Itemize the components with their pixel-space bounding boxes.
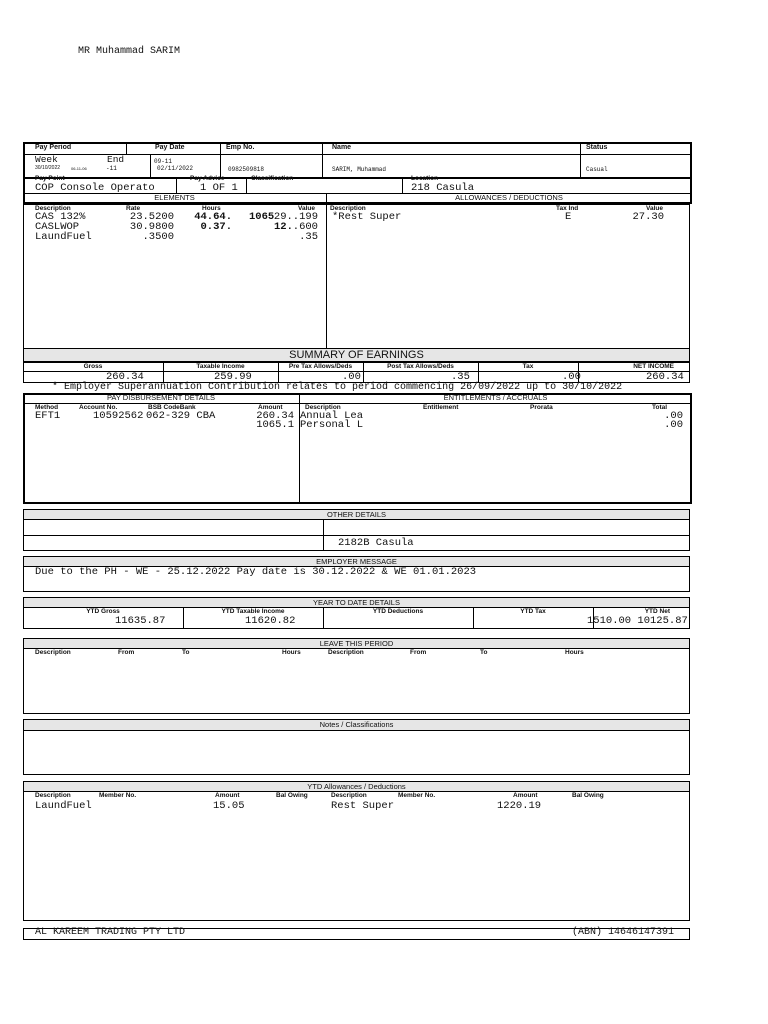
element-value-pre: 12. (274, 221, 293, 233)
summary-tax: .00 (562, 371, 581, 383)
employer-message-title: EMPLOYER MESSAGE (23, 556, 690, 567)
element-value-post: 29..199 (273, 211, 318, 223)
allowance-desc: *Rest Super (332, 211, 402, 223)
summary-net-income: 260.34 (646, 371, 684, 383)
summary-gross: 260.34 (106, 371, 144, 383)
ytd-title: YEAR TO DATE DETAILS (23, 597, 690, 608)
name-value: SARIM, Muhammad (332, 166, 387, 173)
pay-advice-value: 1 OF 1 (200, 182, 238, 194)
leave-col-hours: Hours (282, 649, 301, 656)
entitlements-title: ENTITLEMENTS / ACCRUALS (443, 393, 548, 402)
notes-title: Notes / Classifications (23, 719, 690, 731)
footer-company: AL KAREEM TRADING PTY LTD (35, 927, 186, 938)
period-end-small: 06-11-06 (71, 166, 87, 171)
leave-col-from-2: From (410, 649, 427, 656)
recipient-name: MR Muhammad SARIM (78, 46, 181, 57)
summary-col-net: NET INCOME (633, 363, 674, 370)
other-details-value: 2182B Casula (338, 537, 414, 549)
allow-col-description: Description (330, 205, 366, 212)
allow-col-value: Value (646, 205, 663, 212)
disb-bsb: 062-329 CBA (146, 410, 216, 422)
ytd-col-tax: YTD Tax (520, 608, 546, 615)
disb-col-amount: Amount (258, 404, 283, 411)
ytd-col-gross: YTD Gross (86, 608, 120, 615)
allowance-value: 27.30 (632, 211, 664, 223)
pay-period-label: Pay Period (35, 144, 72, 151)
emp-no-label: Emp No. (226, 144, 255, 151)
disb-col-method: Method (35, 404, 59, 411)
allowances-title: ALLOWANCES / DEDUCTIONS (455, 193, 563, 202)
ytd-gross: 11635.87 (115, 615, 166, 627)
summary-posttax: .35 (451, 371, 470, 383)
pay-point-value: COP Console Operato (35, 182, 155, 194)
element-desc: CASLWOP (35, 221, 80, 233)
ent-total: .00 (664, 419, 683, 431)
summary-col-pretax: Pre Tax Allows/Deds (288, 363, 353, 370)
summary-taxable: 259.99 (214, 371, 252, 383)
allowance-tax-ind: E (565, 211, 572, 223)
ytd-allow-left-amount: 15.05 (213, 800, 245, 812)
disb-amount-2: 1065.1 (256, 419, 294, 431)
pay-advice-label: Pay Advice (190, 175, 225, 182)
location-value: 218 Casula (411, 182, 475, 194)
ent-col-total: Total (652, 404, 668, 411)
ytd-allow-col-member-2: Member No. (398, 792, 436, 799)
leave-col-description-2: Description (328, 649, 364, 656)
summary-title: SUMMARY OF EARNINGS (23, 348, 690, 362)
ytd-allow-col-bal-2: Bal Owing (572, 792, 604, 799)
element-desc: LaundFuel (35, 231, 92, 243)
leave-col-description: Description (35, 649, 71, 656)
leave-col-to-2: To (480, 649, 488, 656)
ytd-allow-col-member: Member No. (99, 792, 137, 799)
ent-desc: Personal L (300, 419, 364, 431)
emp-no-value: 0982509818 (228, 166, 265, 173)
ytd-tax-net: 1510.00 10125.87 (587, 615, 688, 627)
disb-method: EFT1 (35, 410, 61, 422)
ytd-allow-col-bal: Bal Owing (276, 792, 308, 799)
pay-date-value: 02/11/2022 (157, 165, 194, 172)
ytd-allow-col-description-2: Description (331, 792, 367, 799)
employer-message-text: Due to the PH - WE - 25.12.2022 Pay date is 30.12.2022 & WE 01.01.2023 (35, 566, 477, 578)
element-rate: 23.5200 (129, 211, 174, 223)
name-label: Name (332, 144, 352, 151)
element-value-post: .600 (292, 221, 318, 233)
ytd-col-net: YTD Net (644, 608, 670, 615)
summary-pretax: .00 (342, 371, 361, 383)
ytd-allow-right-amount: 1220.19 (497, 800, 542, 812)
summary-col-tax: Tax (522, 363, 534, 370)
week-text: Week (35, 154, 58, 165)
summary-col-gross: Gross (83, 363, 103, 370)
leave-panel (23, 648, 690, 714)
other-details-title: OTHER DETAILS (23, 509, 690, 520)
end-text: End (107, 154, 125, 165)
location-label: Location (411, 175, 439, 182)
element-hours: 0.37. (200, 221, 232, 233)
element-desc: CAS 132% (35, 211, 86, 223)
ent-desc: Annual Lea (300, 410, 364, 422)
allow-col-taxind: Tax Ind (556, 205, 579, 212)
ent-col-description: Description (305, 404, 341, 411)
super-note: * Employer Superannuation Contribution relates to period commencing 26/09/2022 up to 30/10/2022 (52, 382, 623, 393)
status-label: Status (586, 144, 608, 151)
ent-col-entitlement: Entitlement (423, 404, 459, 411)
ytd-allow-title: YTD Allowances / Deductions (23, 781, 690, 792)
ent-total: .00 (664, 410, 683, 422)
leave-title: LEAVE THIS PERIOD (23, 638, 690, 649)
element-hours: 44.64. (194, 211, 232, 223)
pay-date-label: Pay Date (155, 144, 185, 151)
disbursement-title: PAY DISBURSEMENT DETAILS (106, 393, 216, 402)
disb-col-bsb: BSB CodeBank (148, 404, 196, 411)
ytd-col-deductions: YTD Deductions (372, 608, 424, 615)
footer-abn: (ABN) 14646147391 (572, 927, 675, 938)
classification-label: Classification (251, 175, 294, 182)
elements-col-hours: Hours (202, 205, 221, 212)
notes-panel (23, 730, 690, 775)
leave-col-from: From (118, 649, 135, 656)
elements-title: ELEMENTS (154, 193, 195, 202)
elements-col-rate: Rate (126, 205, 141, 212)
element-rate: 30.9800 (129, 221, 174, 233)
ytd-allow-left-desc: LaundFuel (35, 800, 92, 812)
summary-col-taxable: Taxable Income (196, 363, 245, 370)
element-value-post: .35 (299, 231, 318, 243)
leave-col-to: To (182, 649, 190, 656)
disb-account: 10592562 (93, 410, 144, 422)
ytd-taxable: 11620.82 (245, 615, 296, 627)
leave-col-hours-2: Hours (565, 649, 584, 656)
disb-col-account: Account No. (79, 404, 118, 411)
ytd-allow-col-amount: Amount (215, 792, 240, 799)
period-frag1: 09-11 (154, 158, 173, 165)
ytd-allow-col-description: Description (35, 792, 71, 799)
ytd-col-taxable: YTD Taxable Income (221, 608, 285, 615)
period-start: 30/10/2022 (35, 165, 61, 171)
status-value: Casual (586, 166, 608, 173)
period-frag2: -11 (106, 165, 117, 172)
ent-col-prorata: Prorata (530, 404, 553, 411)
ytd-allow-right-desc: Rest Super (331, 800, 395, 812)
disb-amount: 260.34 (256, 410, 294, 422)
pay-point-label: Pay Point (35, 175, 65, 182)
element-rate: .3500 (142, 231, 174, 243)
elements-col-description: Description (35, 205, 71, 212)
elements-col-value: Value (298, 205, 315, 212)
ytd-allow-col-amount-2: Amount (513, 792, 538, 799)
element-value-pre: 1065 (249, 211, 275, 223)
summary-col-posttax: Post Tax Allows/Deds (387, 363, 454, 370)
